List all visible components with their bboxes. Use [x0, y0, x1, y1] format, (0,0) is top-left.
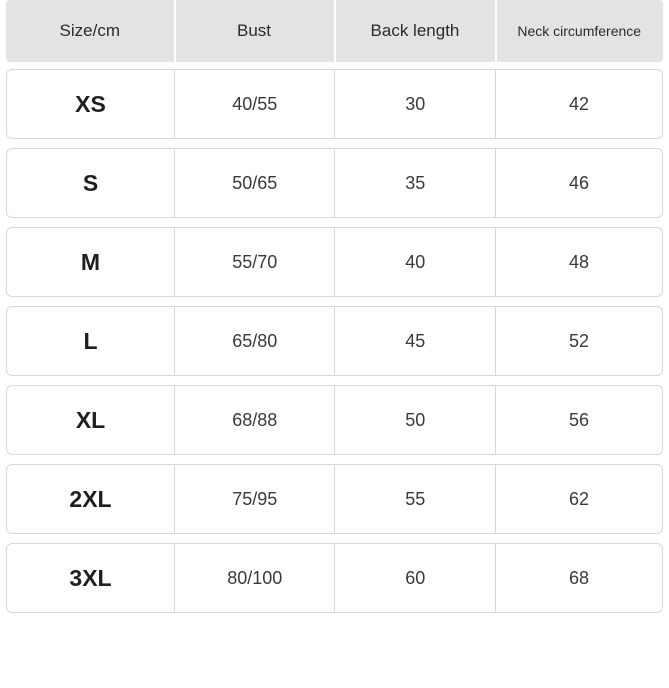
table-row	[6, 543, 663, 613]
cell-size: M	[80, 248, 101, 275]
cell-size: L	[83, 327, 98, 354]
table-row	[6, 148, 663, 218]
cell-neck: 68	[495, 544, 662, 612]
cell-back-length: 35	[334, 149, 494, 217]
cell-size: 3XL	[69, 564, 112, 591]
table-header-row	[6, 0, 663, 62]
cell-back-length: 45	[334, 307, 494, 375]
cell-neck: 46	[495, 149, 662, 217]
cell-back-length: 50	[334, 386, 494, 454]
cell-neck: 62	[495, 465, 662, 533]
cell-back-length: 55	[334, 465, 494, 533]
column-header-neck-circumference: Neck circumference	[495, 0, 663, 62]
cell-bust: 65/80	[174, 307, 334, 375]
column-header-bust: Bust	[174, 0, 335, 62]
table-row	[6, 227, 663, 297]
table-row	[6, 306, 663, 376]
table-row	[6, 69, 663, 139]
cell-size: 2XL	[69, 485, 112, 512]
cell-back-length: 40	[334, 228, 494, 296]
cell-bust: 50/65	[174, 149, 334, 217]
cell-neck: 42	[495, 70, 662, 138]
cell-neck: 56	[495, 386, 662, 454]
cell-bust: 68/88	[174, 386, 334, 454]
cell-bust: 40/55	[174, 70, 334, 138]
table-row	[6, 385, 663, 455]
column-header-back-length: Back length	[334, 0, 495, 62]
cell-neck: 48	[495, 228, 662, 296]
cell-size: XS	[75, 90, 106, 117]
cell-size: XL	[75, 406, 106, 433]
column-header-size: Size/cm	[6, 0, 174, 62]
cell-bust: 80/100	[174, 544, 334, 612]
cell-neck: 52	[495, 307, 662, 375]
cell-back-length: 30	[334, 70, 494, 138]
cell-back-length: 60	[334, 544, 494, 612]
cell-bust: 55/70	[174, 228, 334, 296]
cell-bust: 75/95	[174, 465, 334, 533]
cell-size: S	[82, 169, 99, 196]
table-row	[6, 464, 663, 534]
